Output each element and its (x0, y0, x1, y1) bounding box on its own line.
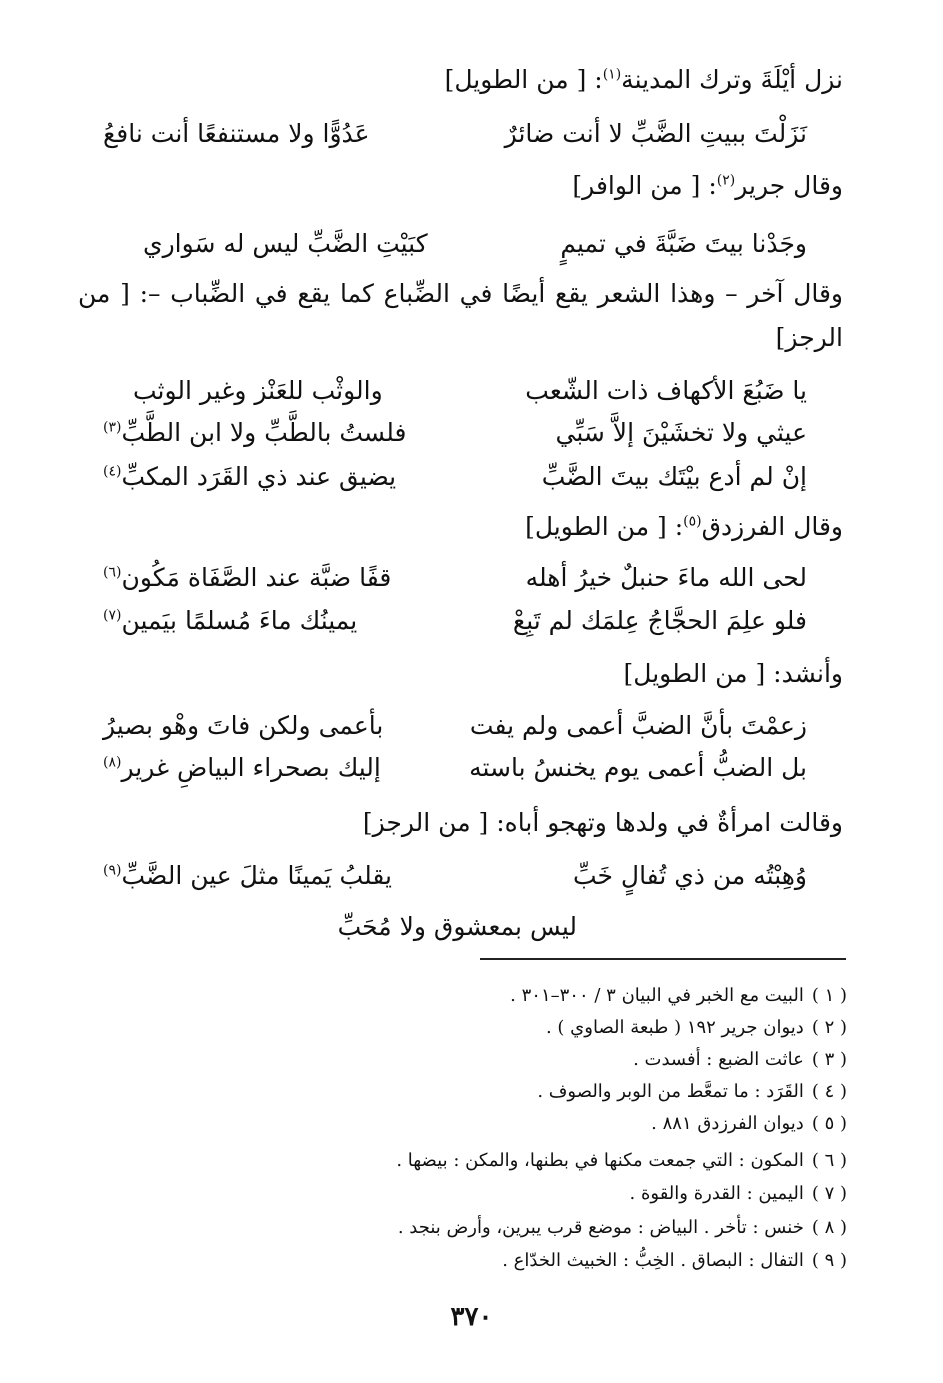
verse-second-hemistich: يقلبُ يَمينًا مثلَ عين الضَّبِّ$^{(٩)}$ (103, 861, 392, 890)
verse-second-hemistich: بأعمى ولكن فاتَ وهْو بصيرُ (103, 711, 384, 740)
intro-line-5: وأنشد: [ من الطويل] (623, 659, 843, 688)
verse-line (103, 456, 843, 498)
verse-first-hemistich: يا ضَبُعَ الأكهاف ذات الشّعب (525, 376, 807, 405)
footnote-text: البيت مع الخبر في البيان ٣ / ٣٠٠–٣٠١ . (510, 985, 804, 1006)
verse-first-hemistich: زعمْتَ بأنَّ الضبَّ أعمى ولم يفت (469, 711, 807, 740)
verse-line (103, 557, 843, 599)
prose-text: وقال الفرزدق (701, 512, 843, 541)
footnote-text: القَرَد : ما تمعَّط من الوبر والصوف . (537, 1081, 804, 1102)
verse-first-hemistich: نَزَلْتَ ببيتِ الضَّبِّ لا أنت ضائرٌ (504, 119, 807, 148)
footnote-text: ديوان الفرزدق ٨٨١ . (651, 1113, 804, 1134)
footnote-number: ( ٢ ) (811, 1017, 847, 1038)
note-ref: (٩) (103, 862, 122, 879)
footnote-text: التفال : البصاق . الخِبُّ : الخبيث الخدّاع . (502, 1250, 804, 1271)
verse-second-hemistich: فلستُ بالطَّبِّ ولا ابن الطَّبِّ$^{(٣)}$ (103, 418, 407, 447)
footnote (127, 1108, 847, 1140)
verse-first-hemistich: وجَدْنا بيتَ ضَبَّةَ في تميمٍ (560, 229, 807, 258)
footnote-text: خنس : تأخر . البياض : موضع قرب يبرين، وأرض بنجد . (397, 1217, 804, 1238)
footnote-text: ديوان جرير ١٩٢ ( طبعة الصاوي ) . (545, 1017, 804, 1038)
verse-second-hemistich: كبَيْتِ الضَّبِّ ليس له سَواري (143, 229, 428, 258)
verse-line (103, 906, 843, 948)
verse-first-hemistich: عيثي ولا تخشَيْنَ إلاَّ سَبِّي (555, 418, 807, 447)
verse-line (103, 855, 843, 897)
verse-line (103, 223, 843, 265)
note-ref: (٣) (103, 419, 122, 436)
note-ref: (٥) (683, 513, 702, 530)
meter-label: : [ من الوافر] (572, 171, 717, 200)
footnote (127, 980, 847, 1012)
footnote (127, 1145, 847, 1177)
verse-line (103, 370, 843, 412)
footnote-number: ( ٨ ) (811, 1217, 847, 1238)
meter-label: : [ من الطويل] (444, 65, 603, 94)
footnote (127, 1076, 847, 1108)
footnote-number: ( ٣ ) (811, 1049, 847, 1070)
page-number: ٣٧٠ (450, 1302, 493, 1332)
footnote-text: اليمين : القدرة والقوة . (629, 1183, 804, 1204)
note-ref: (٤) (103, 463, 122, 480)
footnote-number: ( ٩ ) (811, 1250, 847, 1271)
footnote-number: ( ٦ ) (811, 1150, 847, 1171)
verse-second-hemistich: عَدُوًّا ولا مستنفعًا أنت نافعُ (103, 119, 370, 148)
prose-text: نزل أيْلَةَ وترك المدينة (621, 65, 843, 94)
footnote (127, 1178, 847, 1210)
prose-text: وقال جرير (735, 171, 843, 200)
footnote-number: ( ٥ ) (811, 1113, 847, 1134)
verse-second-hemistich: ليس بمعشوق ولا مُحَبِّ (337, 912, 577, 941)
footnote-number: ( ١ ) (811, 985, 847, 1006)
verse-line (103, 747, 843, 789)
footnote (127, 1245, 847, 1277)
footnote (127, 1012, 847, 1044)
verse-line (103, 412, 843, 454)
verse-line (103, 705, 843, 747)
footnote-number: ( ٤ ) (811, 1081, 847, 1102)
footnote-text: عاثت الضبع : أفسدت . (633, 1049, 804, 1070)
footnote-number: ( ٧ ) (811, 1183, 847, 1204)
note-ref: (١) (602, 66, 622, 83)
verse-line (103, 113, 843, 155)
footnote-text: المكون : التي جمعت مكنها في بطنها، والمكن : بيضها . (396, 1150, 804, 1171)
verse-line (103, 600, 843, 642)
intro-line-6: وقالت امرأةٌ في ولدها وتهجو أباه: [ من الرجز] (362, 808, 843, 837)
verse-first-hemistich: لحى الله ماءَ حنبلٌ خيرُ أهله (525, 563, 807, 592)
verse-first-hemistich: إنْ لم أدع بيْتَك بيتَ الضَّبِّ (541, 462, 807, 491)
verse-first-hemistich: فلو علِمَ الحجَّاجُ عِلمَك لم تَبِعْ (512, 606, 807, 635)
intro-line-3: وقال آخر – وهذا الشعر يقع أيضًا في الضِّباع كما يقع في الضِّباب –: [ من الرجز] (78, 279, 843, 352)
footnote (127, 1044, 847, 1076)
note-ref: (٨) (103, 754, 122, 771)
verse-second-hemistich: قفًا ضبَّة عند الصَّفَاة مَكُون$^{(٦)}$ (103, 563, 392, 592)
note-ref: (٧) (103, 607, 122, 624)
verse-second-hemistich: يضيق عند ذي القَرَد المكبِّ$^{(٤)}$ (103, 462, 397, 491)
meter-label: : [ من الطويل] (525, 512, 684, 541)
intro-line-4 (73, 505, 843, 549)
intro-line-1 (73, 58, 843, 102)
verse-first-hemistich: وُهِبْتُه من ذي تُفالٍ خَبِّ (572, 861, 807, 890)
note-ref: (٢) (716, 172, 736, 189)
intro-line-2 (73, 164, 843, 208)
verse-second-hemistich: يمينُك ماءَ مُسلمًا بيَمين$^{(٧)}$ (103, 606, 358, 635)
verse-second-hemistich: والوثْب للعَنْز وغير الوثب (133, 376, 383, 405)
footnote-divider (480, 958, 846, 960)
verse-first-hemistich: بل الضبُّ أعمى يوم يخنسُ باسته (469, 753, 807, 782)
note-ref: (٦) (103, 564, 122, 581)
footnote (127, 1212, 847, 1244)
verse-second-hemistich: إليك بصحراء البياضِ غرير$^{(٨)}$ (103, 753, 381, 782)
